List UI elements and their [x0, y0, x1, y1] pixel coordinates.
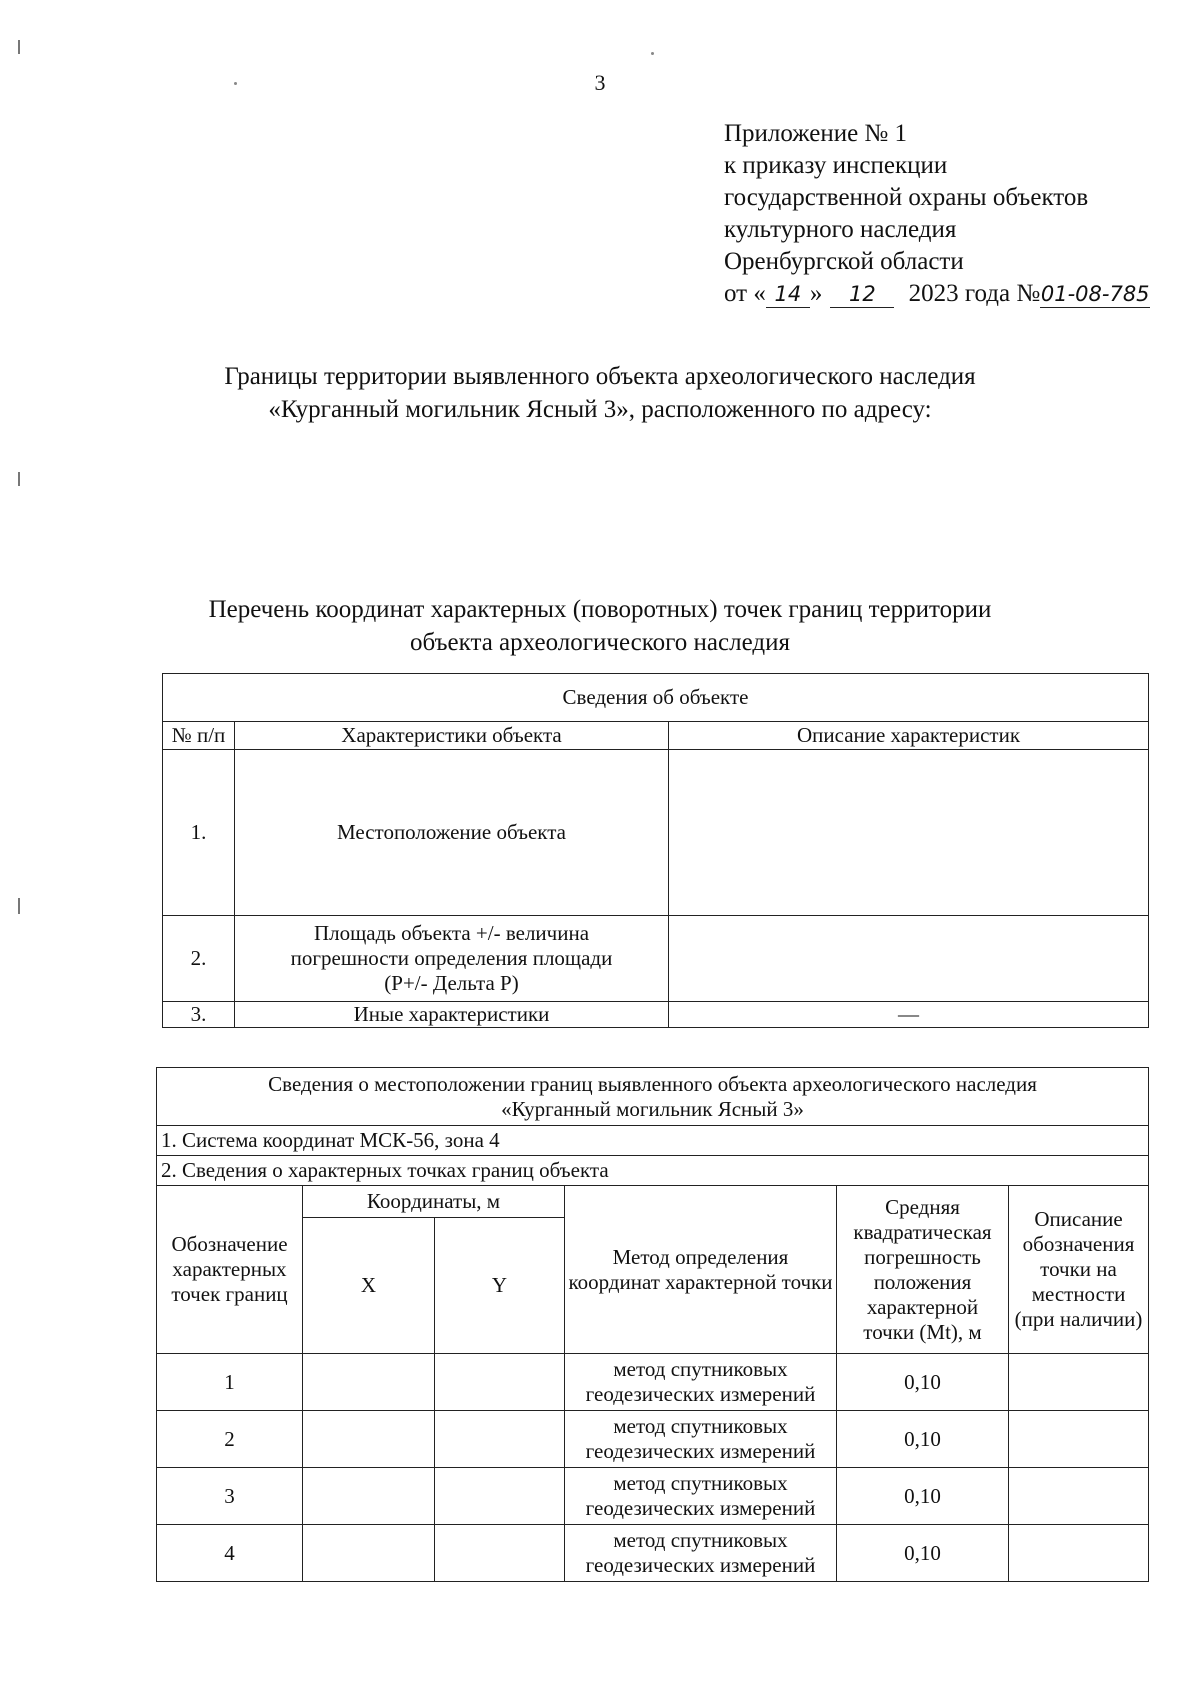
row-description: [669, 750, 1149, 916]
table-header-row: [157, 1186, 1149, 1218]
appendix-line: к приказу инспекции: [724, 152, 948, 179]
date-prefix: от «: [724, 280, 766, 307]
cell-line: погрешности определения площади: [290, 946, 613, 970]
table-caption-row: [157, 1068, 1149, 1126]
table-row: [157, 1525, 1149, 1582]
coordinate-system: 1. Система координат МСК-56, зона 4: [157, 1126, 1149, 1156]
point-number: 1: [157, 1354, 303, 1411]
table-row: [157, 1411, 1149, 1468]
column-header: Описание характеристик: [669, 722, 1149, 750]
cell-line: метод спутниковых: [613, 1414, 788, 1438]
caption-line: Сведения о местоположении границ выявленного объекта археологического наследия: [268, 1071, 1037, 1096]
point-description: [1009, 1468, 1149, 1525]
cell-line: метод спутниковых: [613, 1528, 788, 1552]
point-description: [1009, 1525, 1149, 1582]
appendix-line: культурного наследия: [724, 216, 957, 243]
row-characteristic: [235, 916, 669, 1002]
row-characteristic: Местоположение объекта: [235, 750, 669, 916]
column-header: Средняя квадратическая погрешность положения характерной точки (Mt), м: [837, 1186, 1009, 1354]
date-close: »: [809, 280, 823, 307]
row-characteristic: Иные характеристики: [235, 1002, 669, 1028]
point-y: [435, 1354, 565, 1411]
section-title: [0, 593, 1200, 659]
title-line: «Курганный могильник Ясный 3», расположенного по адресу:: [268, 396, 932, 423]
handwritten-day: 14: [766, 281, 810, 308]
cell-line: метод спутниковых: [613, 1357, 788, 1381]
scan-speck: [651, 52, 654, 55]
appendix-date-line: [724, 278, 1150, 310]
point-error: 0,10: [837, 1354, 1009, 1411]
table-caption: Сведения об объекте: [163, 674, 1149, 722]
caption-line: «Курганный могильник Ясный 3»: [501, 1096, 804, 1121]
year-text: 2023 года №: [908, 280, 1041, 307]
point-y: [435, 1411, 565, 1468]
row-description: —: [669, 1002, 1149, 1028]
appendix-line: Приложение № 1: [724, 120, 908, 147]
appendix-line: государственной охраны объектов: [724, 184, 1089, 211]
points-caption: 2. Сведения о характерных точках границ объекта: [157, 1156, 1149, 1186]
table-row: [157, 1468, 1149, 1525]
point-method: [565, 1525, 837, 1582]
scan-mark: [18, 472, 20, 486]
title-line: объекта археологического наследия: [410, 629, 790, 656]
point-number: 2: [157, 1411, 303, 1468]
coordinate-system-row: [157, 1126, 1149, 1156]
column-header: Метод определения координат характерной точки: [565, 1186, 837, 1354]
point-description: [1009, 1411, 1149, 1468]
title-line: Перечень координат характерных (поворотных) точек границ территории: [208, 596, 992, 623]
column-header: № п/п: [163, 722, 235, 750]
appendix-line: Оренбургской области: [724, 248, 964, 275]
cell-line: метод спутниковых: [613, 1471, 788, 1495]
cell-line: геодезических измерений: [585, 1439, 816, 1463]
cell-line: геодезических измерений: [585, 1496, 816, 1520]
scan-mark: [18, 40, 20, 54]
cell-line: геодезических измерений: [585, 1382, 816, 1406]
row-number: 1.: [163, 750, 235, 916]
table-row: [163, 750, 1149, 916]
column-header: Координаты, м: [303, 1186, 565, 1218]
point-description: [1009, 1354, 1149, 1411]
document-title: [0, 360, 1200, 426]
point-error: 0,10: [837, 1411, 1009, 1468]
scan-mark: [18, 898, 20, 914]
coordinates-table: [156, 1067, 1149, 1582]
page-number: 3: [594, 70, 606, 95]
point-error: 0,10: [837, 1468, 1009, 1525]
point-error: 0,10: [837, 1525, 1009, 1582]
table-caption: [157, 1068, 1149, 1126]
points-caption-row: [157, 1156, 1149, 1186]
point-number: 3: [157, 1468, 303, 1525]
table-row: [163, 916, 1149, 1002]
row-number: 3.: [163, 1002, 235, 1028]
table-row: [163, 1002, 1149, 1028]
column-header-x: X: [303, 1218, 435, 1354]
handwritten-order-number: 01-08-785: [1040, 282, 1150, 306]
point-y: [435, 1525, 565, 1582]
title-line: Границы территории выявленного объекта археологического наследия: [224, 363, 976, 390]
point-method: [565, 1411, 837, 1468]
point-y: [435, 1468, 565, 1525]
column-header: Описание обозначения точки на местности (при наличии): [1009, 1186, 1149, 1354]
object-info-table: [162, 673, 1149, 1028]
point-method: [565, 1468, 837, 1525]
column-header: Обозначение характерных точек границ: [157, 1186, 303, 1354]
column-header-y: Y: [435, 1218, 565, 1354]
point-x: [303, 1525, 435, 1582]
appendix-header: [724, 118, 1150, 310]
column-header: Характеристики объекта: [235, 722, 669, 750]
cell-line: (P+/- Дельта P): [384, 971, 519, 995]
row-description: [669, 916, 1149, 1002]
handwritten-month: 12: [830, 281, 894, 308]
point-x: [303, 1468, 435, 1525]
table-header-row: [163, 722, 1149, 750]
cell-line: геодезических измерений: [585, 1553, 816, 1577]
point-method: [565, 1354, 837, 1411]
row-number: 2.: [163, 916, 235, 1002]
point-x: [303, 1354, 435, 1411]
point-number: 4: [157, 1525, 303, 1582]
cell-line: Площадь объекта +/- величина: [313, 921, 590, 945]
table-row: [157, 1354, 1149, 1411]
table-caption-row: [163, 674, 1149, 722]
point-x: [303, 1411, 435, 1468]
